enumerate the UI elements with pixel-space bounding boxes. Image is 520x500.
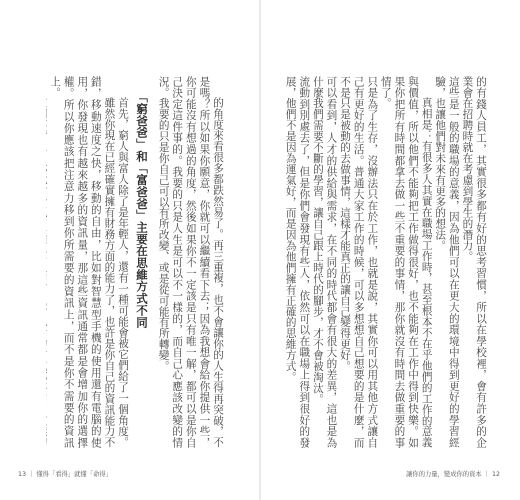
left-page [0,0,259,500]
right-page-footer: 讓你的力量，變成你的資本 ｜ 12 [406,471,500,478]
section-subheading: 「窮爸爸」和「富爸爸」主要在思維方式不同 [135,90,150,328]
body-paragraph: 可以看到，人才的供給與需求，在不同的時代都會有很大的差異，這也是為什麼我們需要不斷的學習，讓自己跟上時代的腳步，才不會被淘汰。 [311,76,338,448]
right-page [261,0,520,500]
body-paragraph: 只是為了生存，沒辦法只在於工作，也就是說，其實你可以用其他方式讓自己有更好的生活。普通大家工作的時候，可以多想想自己想要的是什麼，而不是只是被動的去做事情，這樣才能真正的讓自己變得更好。 [339,76,379,448]
left-page-footer: 13 ｜ 懂得「看得」就懂「命得」 [18,471,112,478]
right-page-body [285,76,487,448]
body-paragraph: 真相是：有很多人其實在職場工作時，甚至根本不在乎他們的工作的意義與價值，所以他們不能夠把工作做得很好，也不能夠在工作中得到快樂。如果你把所有時間都拿去做一些不重要的事情，那你就沒有時間去做重要的事情了。 [379,76,433,448]
body-paragraph: 的有錢人員工，其實很多都有好的思考習慣，所以在學校裡，會有許多的企業會在招聘時就在考慮到學生的潛力。 [461,76,487,448]
body-paragraph: 這些是一般的職場的意義，因為他們可以在更大的環境中得到更好的學習經驗，也讓他們對未來有更多的想法。 [434,76,460,448]
body-paragraph: 流動到別處去了，但是你們會發現有些人，依然可以在職場上得到很好的發展，他們不是因為運氣好，而是因為他們擁有正確的思維方式。 [285,76,311,448]
body-paragraph [46,76,47,448]
body-paragraph: 首先，窮人與富人除了是年輕人，還有一種可能會被它們給了一個角度。 [117,97,130,448]
body-paragraph: 的角度來看很多都跌然易了。再三重複，也不會讓你的人生得再突破，不是嗎？所以如果你願意，你就可以繼續看下去；因為我想會給你提供一些，你可能沒有想過的角度，然後如果你不一定該是只有唯一解，都可以是你自己決定這件事的。我要的只是人生是可以不一樣的，而自己心應該改變的情況。我要的只是你自己可以有所改變、或是從可能有所轉變。 [157,76,224,448]
body-paragraph: 雖然你現在已經確實擁有財務方面的能力了，也許是你自己的資訊能力不錯，移動速度之快，移動的自由，比如對智慧型手機的使用還有電腦的使用，你發現也有越來越多的資訊量，那這些資訊通常都是會增加你的選擇權。所以你應該把注意力移到你所需要的資訊上，而不是你不需要的資訊上。 [49,76,116,448]
left-page-body [46,76,224,448]
